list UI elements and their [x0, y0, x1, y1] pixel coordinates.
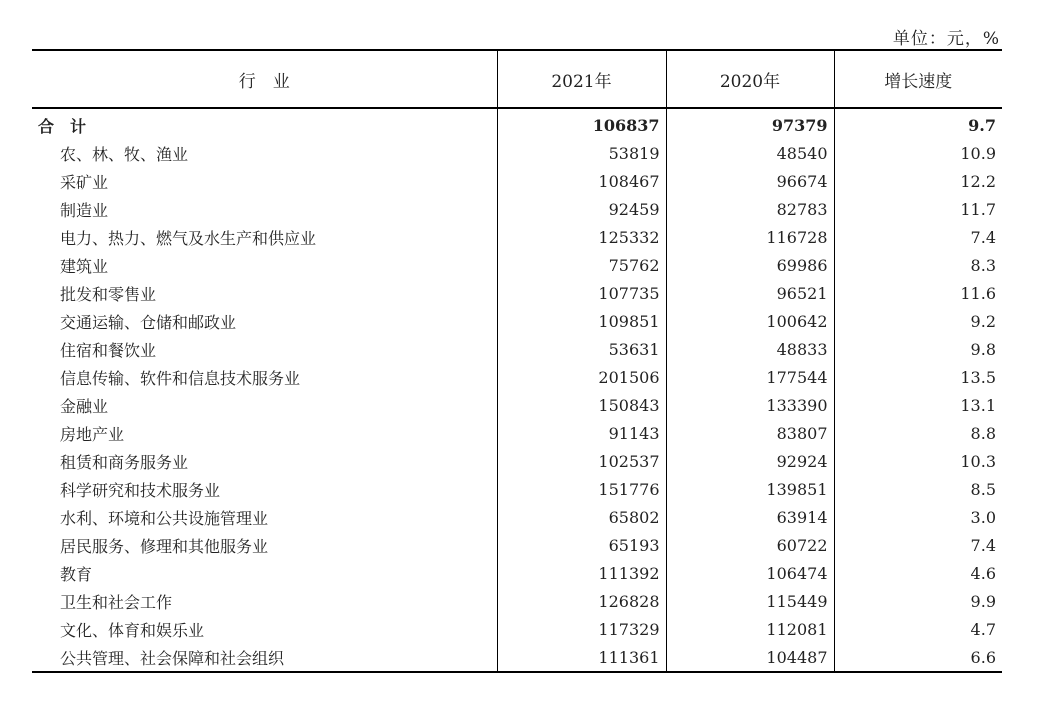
value-2021-cell: 109851 [497, 307, 666, 335]
value-2020-cell: 139851 [666, 475, 834, 503]
table-row [32, 531, 1002, 559]
table-row [32, 363, 1002, 391]
table-row [32, 615, 1002, 643]
growth-cell: 13.1 [834, 391, 1002, 419]
industry-cell: 水利、环境和公共设施管理业 [60, 508, 269, 528]
value-2021-cell: 117329 [497, 615, 666, 643]
value-2020-cell: 48540 [666, 139, 834, 167]
table-row [32, 307, 1002, 335]
growth-cell: 10.9 [834, 139, 1002, 167]
value-2020-cell: 116728 [666, 223, 834, 251]
growth-cell: 8.3 [834, 251, 1002, 279]
table-row [32, 391, 1002, 419]
growth-cell: 9.8 [834, 335, 1002, 363]
table-row [32, 167, 1002, 195]
value-2021-cell: 65193 [497, 531, 666, 559]
value-2021-cell: 53631 [497, 335, 666, 363]
table-row [32, 139, 1002, 167]
industry-cell: 交通运输、仓储和邮政业 [60, 312, 237, 332]
value-2020-cell: 96521 [666, 279, 834, 307]
value-2021-cell: 111361 [497, 643, 666, 672]
growth-cell: 3.0 [834, 503, 1002, 531]
header-industry: 行 业 [32, 50, 497, 108]
value-2021-cell: 125332 [497, 223, 666, 251]
wage-table [32, 49, 1002, 673]
value-2020-cell: 106474 [666, 559, 834, 587]
industry-cell: 租赁和商务服务业 [60, 452, 189, 472]
value-2021-cell: 151776 [497, 475, 666, 503]
industry-cell: 电力、热力、燃气及水生产和供应业 [60, 228, 317, 248]
value-2021-cell: 111392 [497, 559, 666, 587]
industry-cell: 居民服务、修理和其他服务业 [60, 536, 269, 556]
industry-cell: 批发和零售业 [60, 284, 157, 304]
growth-cell: 4.7 [834, 615, 1002, 643]
value-2021-cell: 92459 [497, 195, 666, 223]
total-row [32, 108, 1002, 139]
value-2020-cell: 115449 [666, 587, 834, 615]
table-row [32, 279, 1002, 307]
value-2020-cell: 69986 [666, 251, 834, 279]
value-2020-cell: 83807 [666, 419, 834, 447]
industry-cell: 合 计 [38, 116, 87, 136]
table-body [32, 108, 1002, 672]
growth-cell: 12.2 [834, 167, 1002, 195]
growth-cell: 10.3 [834, 447, 1002, 475]
table-row [32, 335, 1002, 363]
header-growth: 增长速度 [834, 50, 1002, 108]
value-2020-cell: 92924 [666, 447, 834, 475]
growth-cell: 11.6 [834, 279, 1002, 307]
industry-cell: 教育 [60, 564, 93, 584]
value-2020-cell: 60722 [666, 531, 834, 559]
value-2020-cell: 82783 [666, 195, 834, 223]
industry-cell: 文化、体育和娱乐业 [60, 620, 205, 640]
value-2020-cell: 96674 [666, 167, 834, 195]
table-row [32, 447, 1002, 475]
industry-cell: 采矿业 [60, 172, 109, 192]
growth-cell: 8.8 [834, 419, 1002, 447]
industry-cell: 公共管理、社会保障和社会组织 [32, 643, 497, 672]
value-2021-cell: 107735 [497, 279, 666, 307]
growth-cell: 9.9 [834, 587, 1002, 615]
growth-cell: 7.4 [834, 223, 1002, 251]
value-2020-cell: 177544 [666, 363, 834, 391]
value-2021-cell: 91143 [497, 419, 666, 447]
value-2021-cell: 201506 [497, 363, 666, 391]
growth-cell: 13.5 [834, 363, 1002, 391]
growth-cell: 11.7 [834, 195, 1002, 223]
value-2020-cell: 48833 [666, 335, 834, 363]
industry-cell: 信息传输、软件和信息技术服务业 [60, 368, 301, 388]
table-row [32, 419, 1002, 447]
industry-cell: 农、林、牧、渔业 [60, 144, 189, 164]
value-2021-cell: 126828 [497, 587, 666, 615]
header-2021: 2021年 [497, 50, 666, 108]
table-header [32, 50, 1002, 108]
growth-cell: 7.4 [834, 531, 1002, 559]
unit-label: 单位：元，% [892, 29, 1000, 49]
value-2020-cell: 104487 [666, 643, 834, 672]
table-row [32, 587, 1002, 615]
industry-cell: 制造业 [60, 200, 109, 220]
value-2020-cell: 97379 [666, 108, 834, 139]
industry-cell: 住宿和餐饮业 [60, 340, 157, 360]
table-row [32, 559, 1002, 587]
value-2021-cell: 150843 [497, 391, 666, 419]
growth-cell: 4.6 [834, 559, 1002, 587]
industry-cell: 建筑业 [60, 256, 109, 276]
table-row [32, 251, 1002, 279]
value-2021-cell: 53819 [497, 139, 666, 167]
value-2021-cell: 108467 [497, 167, 666, 195]
value-2021-cell: 75762 [497, 251, 666, 279]
value-2021-cell: 102537 [497, 447, 666, 475]
table-row [32, 223, 1002, 251]
header-2020: 2020年 [666, 50, 834, 108]
table-row [32, 643, 1002, 672]
industry-cell: 金融业 [60, 396, 109, 416]
growth-cell: 6.6 [834, 643, 1002, 672]
growth-cell: 9.7 [834, 108, 1002, 139]
growth-cell: 9.2 [834, 307, 1002, 335]
table-row [32, 503, 1002, 531]
table-row [32, 475, 1002, 503]
industry-cell: 卫生和社会工作 [60, 592, 173, 612]
value-2020-cell: 112081 [666, 615, 834, 643]
table-row [32, 195, 1002, 223]
value-2020-cell: 100642 [666, 307, 834, 335]
growth-cell: 8.5 [834, 475, 1002, 503]
industry-cell: 房地产业 [60, 424, 125, 444]
value-2020-cell: 63914 [666, 503, 834, 531]
industry-cell: 科学研究和技术服务业 [60, 480, 221, 500]
value-2021-cell: 106837 [497, 108, 666, 139]
value-2020-cell: 133390 [666, 391, 834, 419]
value-2021-cell: 65802 [497, 503, 666, 531]
